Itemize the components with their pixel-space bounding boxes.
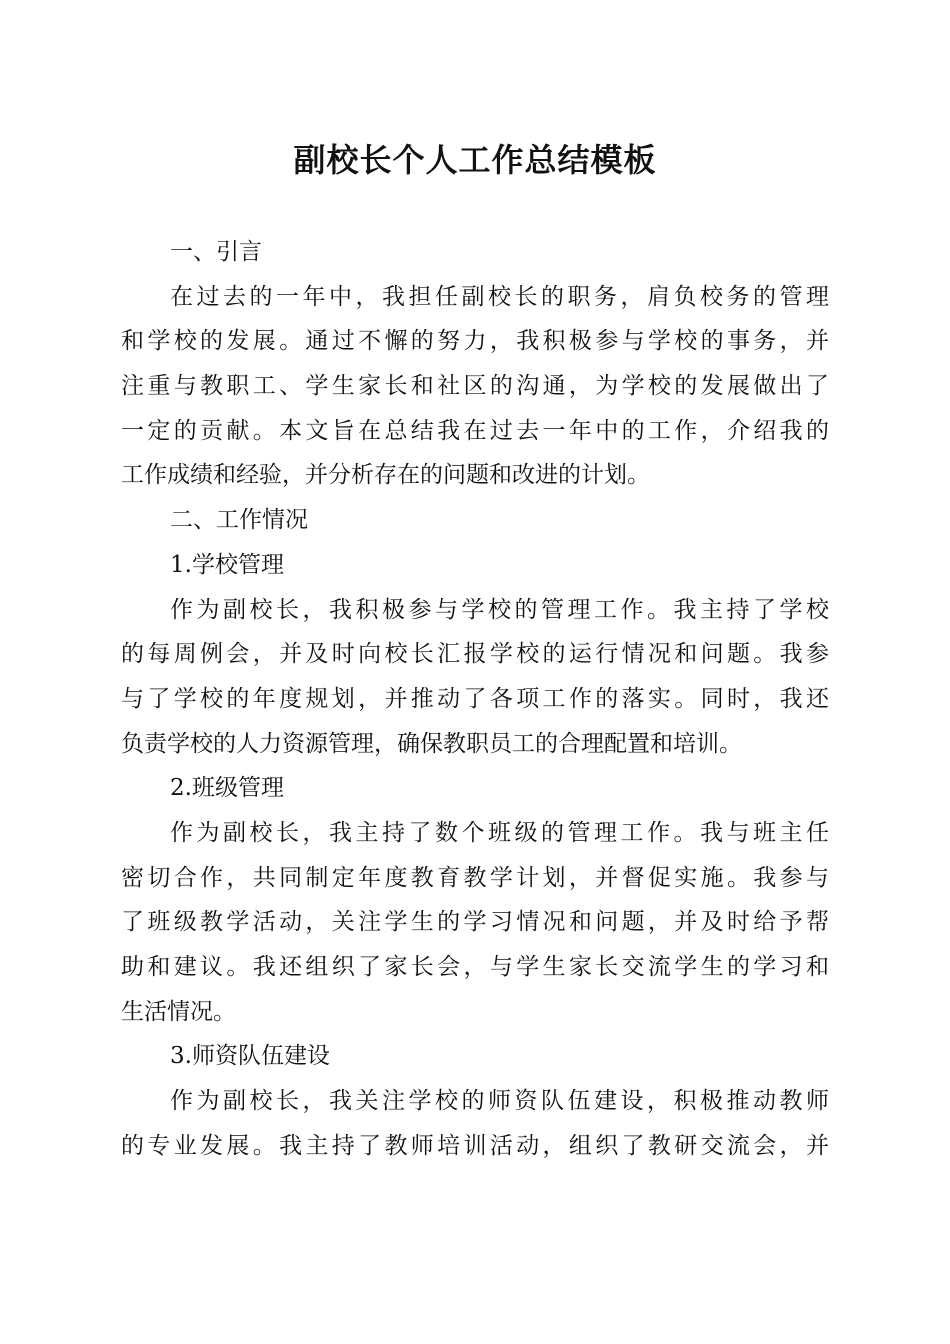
paragraph-line: 的专业发展。我主持了教师培训活动，组织了教研交流会，并 [121, 1132, 829, 1159]
paragraph-line: 作为副校长，我关注学校的师资队伍建设，积极推动教师 [170, 1088, 829, 1115]
paragraph-line: 助和建议。我还组织了家长会，与学生家长交流学生的学习和 [121, 954, 829, 980]
paragraph-line: 了班级教学活动，关注学生的学习情况和问题，并及时给予帮 [121, 909, 829, 936]
subsection-heading: 2.班级管理 [170, 775, 284, 802]
paragraph-line: 一定的贡献。本文旨在总结我在过去一年中的工作，介绍我的 [121, 417, 829, 444]
paragraph-line: 和学校的发展。通过不懈的努力，我积极参与学校的事务，并 [121, 328, 829, 355]
paragraph-line: 与了学校的年度规划，并推动了各项工作的落实。同时，我还 [121, 685, 829, 712]
paragraph-line: 工作成绩和经验，并分析存在的问题和改进的计划。 [121, 462, 650, 489]
paragraph-line: 作为副校长，我主持了数个班级的管理工作。我与班主任 [170, 819, 829, 846]
section-heading: 二、工作情况 [170, 507, 308, 534]
paragraph-line: 的每周例会，并及时向校长汇报学校的运行情况和问题。我参 [121, 641, 829, 668]
paragraph-line: 注重与教职工、学生家长和社区的沟通，为学校的发展做出了 [121, 373, 829, 400]
paragraph-line: 生活情况。 [121, 998, 236, 1025]
paragraph-line: 在过去的一年中，我担任副校长的职务，肩负校务的管理 [170, 283, 829, 310]
document-body [121, 230, 829, 1168]
paragraph-line: 作为副校长，我积极参与学校的管理工作。我主持了学校 [170, 596, 829, 623]
document-title: 副校长个人工作总结模板 [293, 141, 657, 179]
paragraph-line: 负责学校的人力资源管理，确保教职员工的合理配置和培训。 [121, 730, 742, 757]
subsection-heading: 1.学校管理 [170, 551, 284, 578]
paragraph-line: 密切合作，共同制定年度教育教学计划，并督促实施。我参与 [121, 864, 829, 891]
section-heading: 一、引言 [170, 239, 262, 265]
subsection-heading: 3.师资队伍建设 [170, 1043, 330, 1070]
